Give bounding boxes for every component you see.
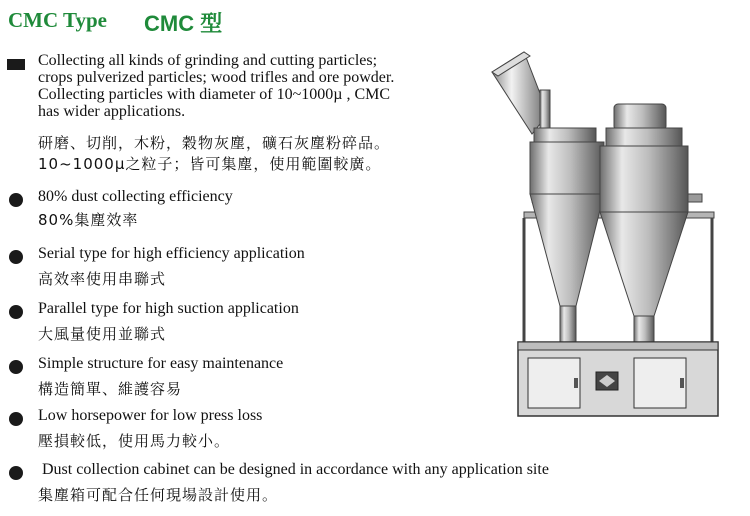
feature-en-line: Simple structure for easy maintenance	[38, 355, 284, 372]
page-title-chinese: CMC 型	[144, 11, 223, 36]
feature-zh-line: 10~1000µ之粒子；皆可集塵，使用範圍較廣。	[38, 155, 382, 173]
square-bullet-icon	[7, 59, 25, 70]
bullet-dot-icon	[9, 466, 23, 480]
bullet-dot-icon	[9, 412, 23, 426]
feature-zh-line: 研磨、切削，木粉，穀物灰塵，礦石灰塵粉碎品。	[38, 134, 391, 152]
feature-zh-line: 80%集塵效率	[38, 211, 139, 229]
feature-zh-line: 大風量使用並聯式	[38, 325, 167, 343]
feature-en-line: Low horsepower for low press loss	[38, 407, 263, 424]
feature-zh-line: 高效率使用串聯式	[38, 270, 167, 288]
feature-en-line: Collecting all kinds of grinding and cutting particles;	[38, 52, 378, 69]
feature-zh-line: 集塵箱可配合任何現場設計使用。	[38, 486, 279, 504]
feature-en-line: crops pulverized particles; wood trifles and ore powder.	[38, 69, 395, 86]
page-title: CMC Type	[8, 8, 107, 32]
feature-en-line: Serial type for high efficiency application	[38, 245, 305, 262]
bullet-dot-icon	[9, 305, 23, 319]
feature-zh-line: 構造簡單、維護容易	[38, 380, 183, 398]
cyclone-collector-illustration	[484, 44, 724, 424]
feature-en-line: 80% dust collecting efficiency	[38, 188, 233, 205]
bullet-dot-icon	[9, 250, 23, 264]
bullet-dot-icon	[9, 193, 23, 207]
feature-en-line: has wider applications.	[38, 103, 186, 120]
feature-en-line: Dust collection cabinet can be designed in accordance with any application site	[42, 461, 549, 478]
feature-en-line: Parallel type for high suction application	[38, 300, 299, 317]
feature-en-line: Collecting particles with diameter of 10~1000µ , CMC	[38, 86, 391, 103]
bullet-dot-icon	[9, 360, 23, 374]
feature-zh-line: 壓損較低，使用馬力較小。	[38, 432, 231, 450]
